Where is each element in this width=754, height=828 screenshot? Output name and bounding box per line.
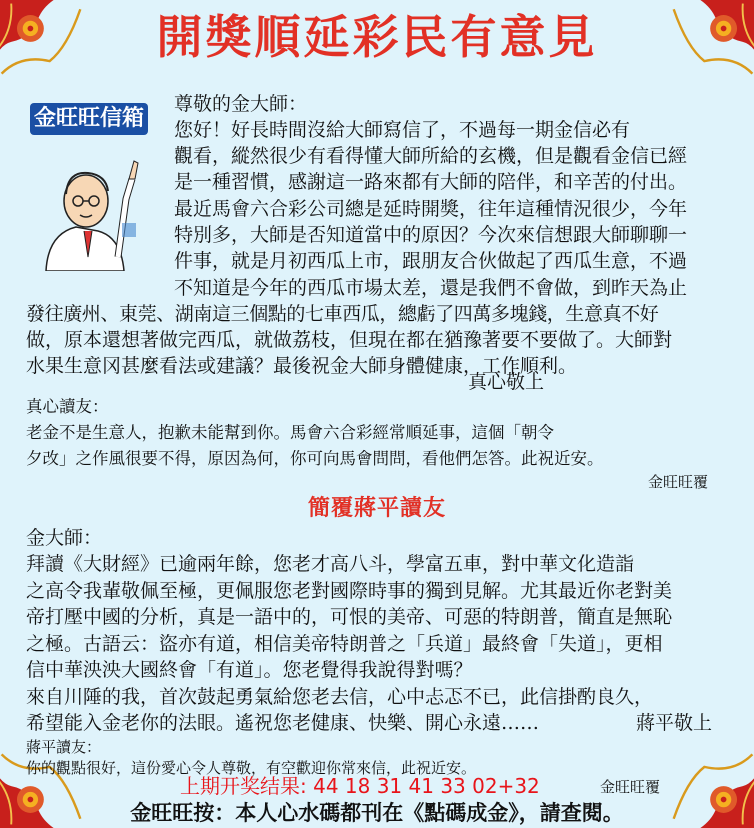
letter-line: 拜讀《大財經》已逾兩年餘，您老才高八斗，學富五車，對中華文化造詣 — [26, 553, 635, 575]
section-title: 簡覆蔣平讀友 — [307, 495, 446, 521]
letter-line: 做，原本還想著做完西瓜，就做荔枝，但現在都在猶豫著要不要做了。大師對 — [26, 329, 673, 351]
letter-line: 觀看，縱然很少有看得懂大師所給的玄機，但是觀看金信已經 — [174, 145, 688, 167]
column-badge — [22, 95, 159, 277]
reply-salutation: 蔣平讀友： — [26, 738, 102, 756]
letter-signature: 真心敬上 — [468, 371, 545, 393]
reply-signature: 金旺旺覆 — [600, 778, 661, 796]
reply-line: 老金不是生意人，抱歉未能幫到你。馬會六合彩經常順延事，這個「朝令 — [26, 423, 554, 442]
letter-signature: 蔣平敬上 — [636, 712, 713, 734]
letter-line: 之極。古語云：盜亦有道，相信美帝特朗普之「兵道」最終會「失道」，更相 — [26, 633, 663, 655]
footer-note: 金旺旺按：本人心水碼都刊在《點碼成金》，請查閱。 — [130, 801, 624, 825]
letter-line: 最近馬會六合彩公司總是延時開獎，往年這種情況很少，今年 — [174, 198, 688, 220]
reply-salutation: 真心讀友： — [26, 397, 109, 416]
columnist-portrait-illustration — [26, 139, 154, 271]
letter-line: 之高令我輩敬佩至極，更佩服您老對國際時事的獨到見解。尤其最近你老對美 — [26, 580, 673, 602]
letter-line: 件事，就是月初西瓜上市，跟朋友合伙做起了西瓜生意，不過 — [174, 250, 688, 272]
letter-line: 是一種習慣，感謝這一路來都有大師的陪伴，和辛苦的付出。 — [174, 171, 688, 193]
letter-line: 帝打壓中國的分析，真是一語中的，可恨的美帝、可惡的特朗普，簡直是無恥 — [26, 606, 673, 628]
letter-line: 金大師： — [26, 527, 103, 549]
letter-line: 特別多，大師是否知道當中的原因？今次來信想跟大師聊聊一 — [174, 224, 688, 246]
letter-line: 不知道是今年的西瓜市場太差，還是我們不會做，到昨天為止 — [174, 277, 688, 299]
last-draw-results: 上期开奖结果: 44 18 31 41 33 02+32 — [180, 774, 540, 798]
reply-line: 夕改」之作風很要不得，原因為何，你可向馬會問問，看他們怎答。此祝近安。 — [26, 449, 604, 468]
letter-line: 來自川陲的我，首次鼓起勇氣給您老去信，心中忐忑不已，此信掛酌良久， — [26, 686, 654, 708]
letter-line: 您好！好長時間沒給大師寫信了，不過每一期金信必有 — [174, 119, 631, 141]
reply-signature: 金旺旺覆 — [648, 473, 709, 491]
letter-line: 發往廣州、東莞、湖南這三個點的七車西瓜，總虧了四萬多塊錢，生意真不好 — [26, 303, 659, 325]
reply-line: 你的觀點很好，這份愛心令人尊敬，有空歡迎你常來信，此祝近安。 — [26, 759, 477, 777]
letter-line: 信中華泱泱大國終會「有道」。您老覺得我說得對嗎？ — [26, 659, 473, 681]
letter-line: 尊敬的金大師： — [174, 93, 308, 115]
letter-line: 水果生意冈甚麼看法或建議？最後祝金大師身體健康，工作順利。 — [26, 355, 578, 377]
letter-line: 希望能入金老你的法眼。遙祝您老健康、快樂、開心永遠…… — [26, 712, 540, 734]
page-title: 開獎順延彩民有意見 — [156, 10, 598, 64]
column-label: 金旺旺信箱 — [30, 103, 148, 135]
